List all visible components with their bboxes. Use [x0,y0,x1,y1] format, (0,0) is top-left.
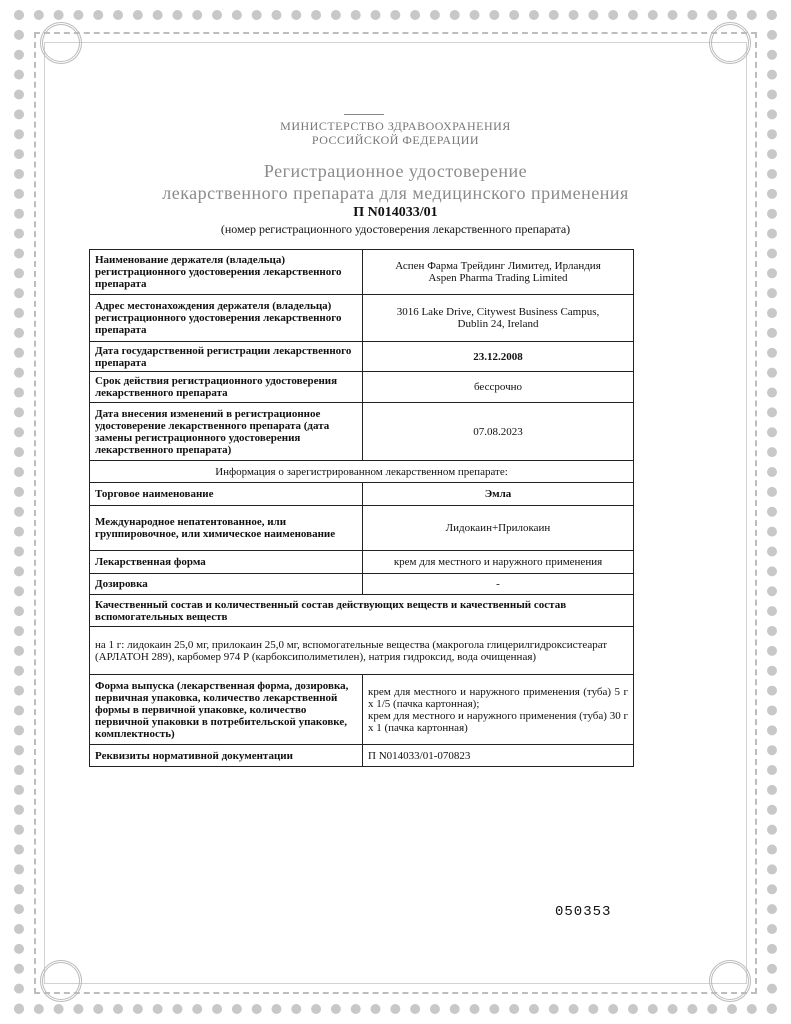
change-date-value: 07.08.2023 [363,403,634,461]
info-header: Информация о зарегистрированном лекарственном препарате: [90,461,634,483]
registration-date-label: Дата государственной регистрации лекарственного препарата [90,342,363,372]
table-row [90,745,634,767]
trade-name-label: Торговое наименование [90,483,363,506]
address-value [363,295,634,342]
corner-ornament-icon [40,960,82,1002]
blank-serial-number: 050353 [555,904,612,920]
dosage-form-value: крем для местного и наружного применения [363,551,634,574]
ministry-line-1: МИНИСТЕРСТВО ЗДРАВООХРАНЕНИЯ [280,119,511,133]
registration-table [89,249,634,767]
holder-value-ru: Аспен Фарма Трейдинг Лимитед, Ирландия [395,260,601,272]
release-form-label: Форма выпуска (лекарственная форма, дозировка, первичная упаковка, количество лекарственной формы в первичной упаковке, количество первичной упаковки в потребительской упаковке, комплектность) [90,675,363,745]
table-row [90,551,634,574]
table-row [90,295,634,342]
requisites-value: П N014033/01-070823 [363,745,634,767]
inn-value: Лидокаин+Прилокаин [363,506,634,551]
table-row [90,595,634,627]
table-row [90,483,634,506]
emblem-mark-icon [344,104,384,115]
address-label: Адрес местонахождения держателя (владельца) регистрационного удостоверения лекарственного препарата [90,295,363,342]
holder-value [363,250,634,295]
table-row [90,627,634,675]
table-row [90,506,634,551]
table-row [90,675,634,745]
table-row [90,342,634,372]
corner-ornament-icon [40,22,82,64]
address-line-1: 3016 Lake Drive, Citywest Business Campus, [396,306,600,318]
corner-ornament-icon [709,22,751,64]
composition-text: на 1 г: лидокаин 25,0 мг, прилокаин 25,0 мг, вспомогательные вещества (макрогола глицерилгидроксистеарат (АРЛАТОН 289), карбомер 974 Р (карбоксиполиметилен), натрия гидроксид, вода очищенная) [90,627,634,675]
validity-label: Срок действия регистрационного удостоверения лекарственного препарата [90,372,363,403]
holder-value-en: Aspen Pharma Trading Limited [428,272,568,284]
registration-date-value: 23.12.2008 [363,342,634,372]
registration-number: П N014033/01 [353,205,438,220]
trade-name-value: Эмла [363,483,634,506]
title-line-2: лекарственного препарата для медицинского применения [162,183,629,203]
inn-label: Международное непатентованное, или группировочное, или химическое наименование [90,506,363,551]
address-line-2: Dublin 24, Ireland [457,318,539,330]
dosage-value: - [363,574,634,595]
dosage-form-label: Лекарственная форма [90,551,363,574]
composition-heading: Качественный состав и количественный состав действующих веществ и качественный состав вспомогательных веществ [90,595,634,627]
registration-number-note: (номер регистрационного удостоверения лекарственного препарата) [220,222,571,236]
release-form-value [363,675,634,745]
change-date-label: Дата внесения изменений в регистрационное удостоверение лекарственного препарата (дата замены регистрационного удостоверения лекарственного препарата) [90,403,363,461]
table-row [90,574,634,595]
corner-ornament-icon [709,960,751,1002]
table-row [90,461,634,483]
table-row [90,403,634,461]
title-line-1: Регистрационное удостоверение [263,161,528,181]
requisites-label: Реквизиты нормативной документации [90,745,363,767]
validity-value: бессрочно [363,372,634,403]
table-row [90,250,634,295]
table-row [90,372,634,403]
ministry-line-2: РОССИЙСКОЙ ФЕДЕРАЦИИ [311,133,480,147]
document-title [0,160,791,204]
release-form-line-1: крем для местного и наружного применения (туба) 5 г x 1/5 (пачка картонная); [368,685,628,710]
ministry-name [0,119,791,147]
holder-label: Наименование держателя (владельца) регистрационного удостоверения лекарственного препарата [90,250,363,295]
release-form-line-2: крем для местного и наружного применения (туба) 30 г x 1 (пачка картонная) [368,709,628,734]
dosage-label: Дозировка [90,574,363,595]
